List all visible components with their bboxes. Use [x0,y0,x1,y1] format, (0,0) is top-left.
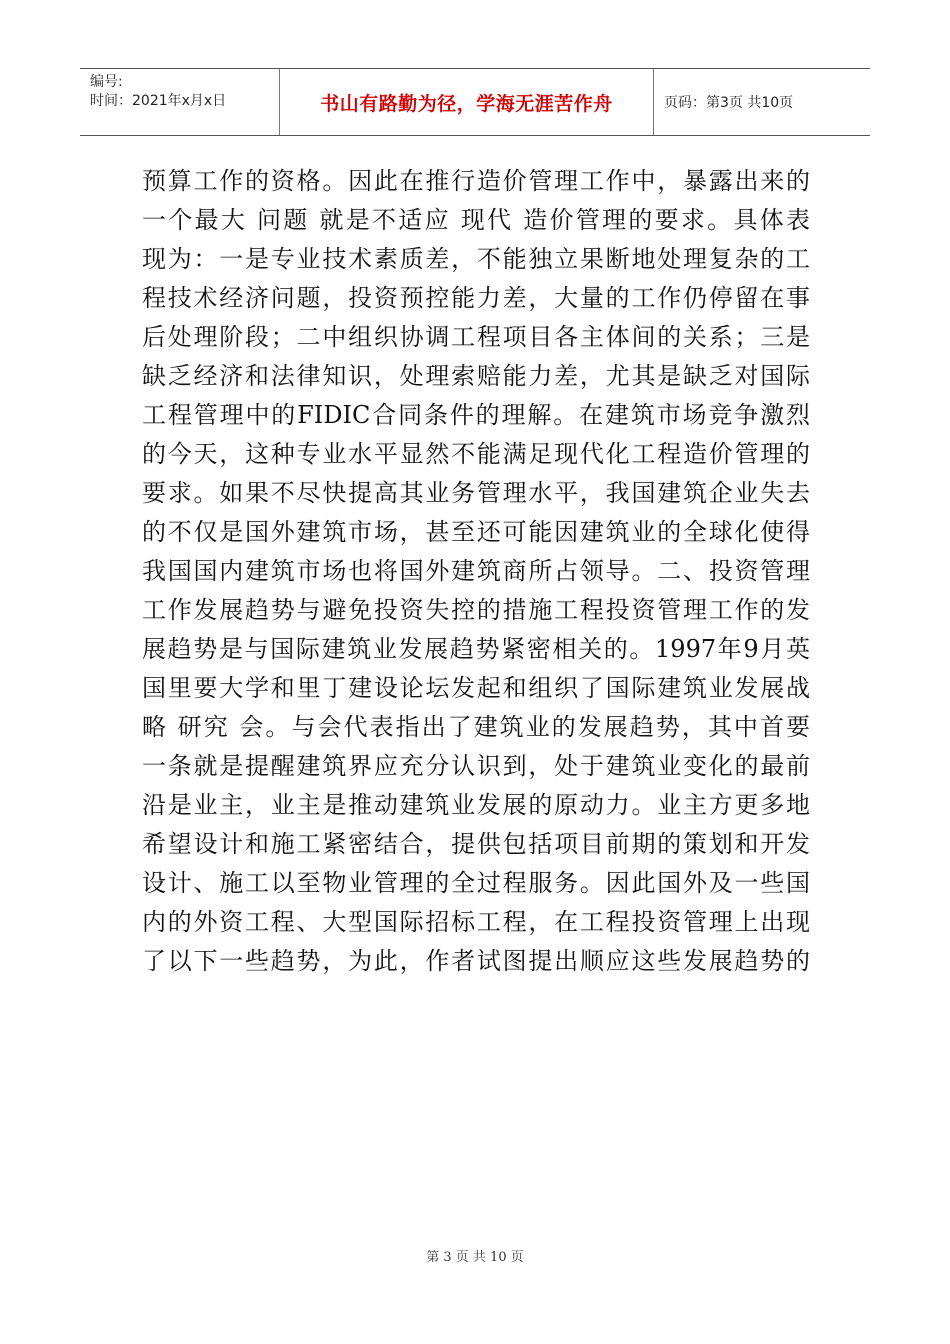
body-line: 现为：一是专业技术素质差，不能独立果断地处理复杂的工 [142,245,810,273]
body-line: 要求。如果不尽快提高其业务管理水平，我国建筑企业失去 [142,479,810,507]
body-line: 后处理阶段；二中组织协调工程项目各主体间的关系；三是 [142,323,810,351]
body-line: 了以下一些趋势，为此，作者试图提出顺应这些发展趋势的 [142,947,810,975]
body-line: 略 研究 会。与会代表指出了建筑业的发展趋势，其中首要 [142,713,810,741]
document-date: 时间：2021年x月x日 [90,93,227,109]
document-header [80,68,870,136]
header-motto: 书山有路勤为径，学海无涯苦作舟 [280,69,654,135]
body-line: 我国国内建筑市场也将国外建筑商所占领导。二、投资管理 [142,557,810,585]
body-line: 内的外资工程、大型国际招标工程，在工程投资管理上出现 [142,908,810,936]
header-page-info: 页码：第3页 共10页 [664,95,794,111]
body-line: 展趋势是与国际建筑业发展趋势紧密相关的。1997年9月英 [142,635,810,663]
body-line: 希望设计和施工紧密结合，提供包括项目前期的策划和开发 [142,830,810,858]
body-line: 设计、施工以至物业管理的全过程服务。因此国外及一些国 [142,869,810,897]
body-text [142,162,810,981]
body-line: 工程管理中的FIDIC合同条件的理解。在建筑市场竞争激烈 [142,401,810,429]
body-line: 国里要大学和里丁建设论坛发起和组织了国际建筑业发展战 [142,674,810,702]
body-line: 一个最大 问题 就是不适应 现代 造价管理的要求。具体表 [142,206,810,234]
body-line: 程技术经济问题，投资预控能力差，大量的工作仍停留在事 [142,284,810,312]
body-line: 预算工作的资格。因此在推行造价管理工作中，暴露出来的 [142,167,810,195]
body-line: 缺乏经济和法律知识，处理索赔能力差，尤其是缺乏对国际 [142,362,810,390]
document-number-label: 编号: [90,74,123,90]
body-line: 的今天，这种专业水平显然不能满足现代化工程造价管理的 [142,440,810,468]
header-meta [80,69,280,135]
body-line: 一条就是提醒建筑界应充分认识到，处于建筑业变化的最前 [142,752,810,780]
body-line: 工作发展趋势与避免投资失控的措施工程投资管理工作的发 [142,596,810,624]
page-footer: 第 3 页 共 10 页 [426,1250,524,1265]
body-line: 的不仅是国外建筑市场，甚至还可能因建筑业的全球化使得 [142,518,810,546]
body-line: 沿是业主，业主是推动建筑业发展的原动力。业主方更多地 [142,791,810,819]
